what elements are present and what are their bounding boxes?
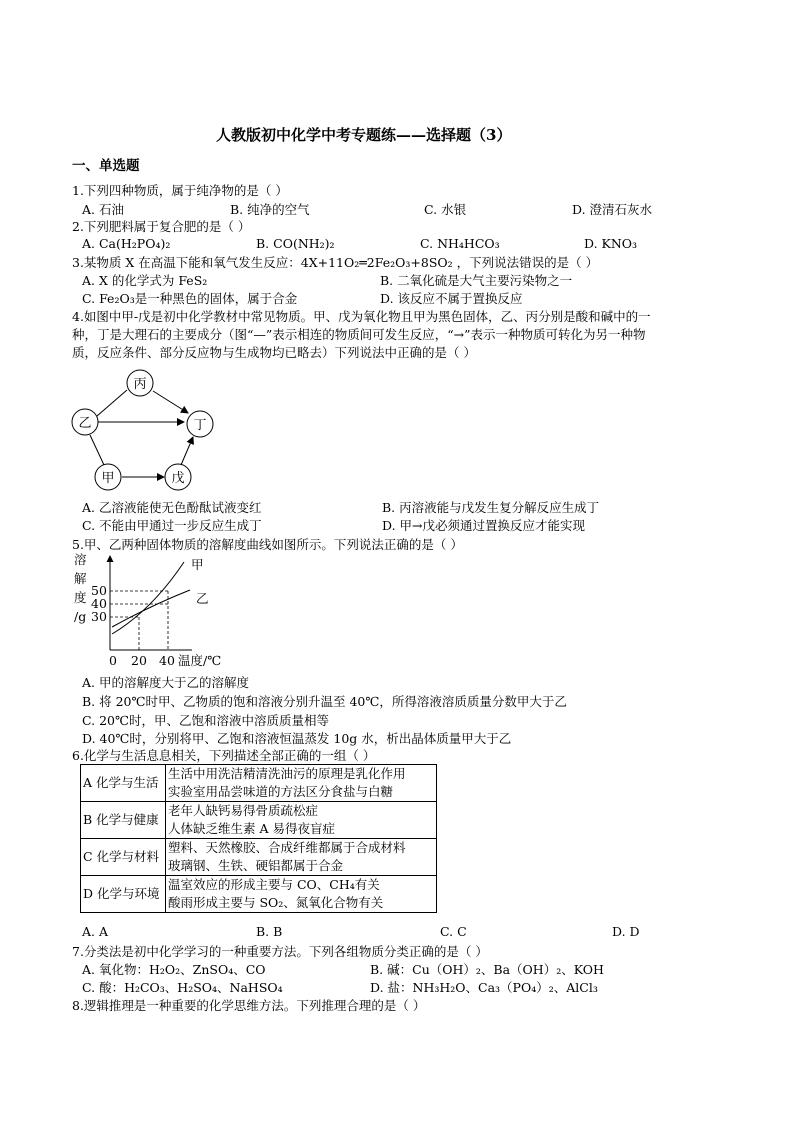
q3-stem: 3.某物质 X 在高温下能和氧气发生反应：4X+11O₂═2Fe₂O₃+8SO₂ ，下列说法错误的是（ ）: [72, 255, 599, 270]
q5-option-c: C. 20℃时，甲、乙饱和溶液中溶质质量相等: [82, 713, 329, 728]
arrow-bing-ding: [153, 391, 188, 413]
row-b-values: [166, 802, 437, 839]
row-d-key: D 化学与环境: [81, 876, 166, 913]
x-tick-0: 0: [109, 653, 117, 668]
q5-option-a: A. 甲的溶解度大于乙的溶解度: [82, 675, 249, 690]
table-row: [81, 802, 437, 839]
row-a-line1: 生活中用洗洁精清洗油污的原理是乳化作用: [168, 766, 406, 781]
q4-option-d: D. 甲→戊必须通过置换反应才能实现: [382, 518, 585, 533]
link-yi-bing: [97, 390, 127, 416]
q5-stem: 5.甲、乙两种固体物质的溶解度曲线如图所示。下列说法正确的是（ ）: [72, 537, 463, 552]
q7-option-a: A. 氧化物：H₂O₂、ZnSO₄、CO: [82, 962, 266, 977]
q2-option-a: A. Ca(H₂PO₄)₂: [82, 236, 171, 251]
row-a-key: A 化学与生活: [81, 765, 166, 802]
y-label-char-4: /g: [74, 609, 87, 624]
row-b-line2: 人体缺乏维生素 A 易得夜盲症: [168, 821, 335, 836]
page-title: 人教版初中化学中考专题练——选择题（3）: [216, 126, 512, 144]
y-tick-50: 50: [91, 583, 107, 598]
q4-stem-line3: 质，反应条件、部分反应物与生成物均已略去）下列说法中正确的是（ ）: [72, 345, 476, 360]
q5-option-d: D. 40℃时，分别将甲、乙饱和溶液恒温蒸发 10g 水，析出晶体质量甲大于乙: [82, 731, 512, 746]
x-tick-40: 40: [159, 653, 175, 668]
q4-option-c: C. 不能由甲通过一步反应生成丁: [82, 518, 262, 533]
table-row: [81, 765, 437, 802]
node-wu-label: 戊: [171, 471, 185, 486]
arrow-wu-ding: [181, 437, 193, 465]
q4-option-a: A. 乙溶液能使无色酚酞试液变红: [82, 500, 262, 515]
row-d-line2: 酸雨形成主要与 SO₂、氮氧化合物有关: [168, 895, 384, 910]
row-c-line1: 塑料、天然橡胶、合成纤维都属于合成材料: [168, 840, 406, 855]
row-c-key: C 化学与材料: [81, 839, 166, 876]
y-label-char-3: 度: [74, 590, 87, 605]
q2-stem: 2.下列肥料属于复合肥的是（ ）: [72, 219, 251, 234]
q6-option-d: D. D: [612, 924, 640, 939]
node-jia-label: 甲: [101, 471, 115, 486]
section-heading: 一、单选题: [72, 158, 140, 174]
y-tick-30: 30: [91, 609, 107, 624]
q1-option-a: A. 石油: [82, 202, 124, 217]
q3-option-a: A. X 的化学式为 FeS₂: [82, 273, 208, 288]
row-b-line1: 老年人缺钙易得骨质疏松症: [168, 803, 319, 818]
q1-stem: 1.下列四种物质，属于纯净物的是（ ）: [72, 183, 288, 198]
row-a-values: [166, 765, 437, 802]
q7-option-c: C. 酸：H₂CO₃、H₂SO₄、NaHSO₄: [82, 980, 283, 995]
q2-option-c: C. NH₄HCO₃: [420, 236, 500, 251]
y-tick-40: 40: [91, 596, 107, 611]
x-axis-label: 温度/℃: [178, 653, 222, 668]
row-c-line2: 玻璃钢、生铁、硬铝都属于合金: [168, 858, 344, 873]
q6-comparison-table: [80, 764, 437, 913]
q7-stem: 7.分类法是初中化学学习的一种重要方法。下列各组物质分类正确的是（ ）: [72, 944, 488, 959]
q6-stem: 6.化学与生活息息相关，下列描述全部正确的一组（ ）: [72, 748, 376, 763]
q6-option-c: C. C: [440, 924, 467, 939]
q1-option-b: B. 纯净的空气: [230, 202, 310, 217]
curve-jia: [112, 562, 184, 634]
q4-stem-line1: 4.如图中甲-戊是初中化学教材中常见物质。甲、戊为氧化物且甲为黑色固体，乙、丙分别是酸和碱中的一: [72, 309, 651, 324]
q2-option-d: D. KNO₃: [584, 236, 638, 251]
x-tick-20: 20: [131, 653, 147, 668]
y-label-char-1: 溶: [74, 552, 87, 567]
q3-option-b: B. 二氧化硫是大气主要污染物之一: [380, 273, 573, 288]
node-ding-label: 丁: [193, 418, 207, 433]
series-yi-label: 乙: [196, 591, 209, 606]
curve-yi: [112, 590, 190, 627]
node-bing-label: 丙: [133, 377, 147, 392]
q4-stem-line2: 种，丁是大理石的主要成分（图“—”表示相连的物质间可发生反应，“→”表示一种物质可转化为另一种物: [72, 327, 646, 342]
series-jia-label: 甲: [191, 557, 204, 572]
q5-option-b: B. 将 20℃时甲、乙物质的饱和溶液分别升温至 40℃，所得溶液溶质质量分数甲大于乙: [82, 694, 567, 709]
q6-option-b: B. B: [256, 924, 283, 939]
q5-solubility-graph: [72, 550, 242, 672]
link-yi-jia: [90, 435, 104, 465]
row-d-values: [166, 876, 437, 913]
q1-option-c: C. 水银: [424, 202, 467, 217]
q3-option-c: C. Fe₂O₃是一种黑色的固体，属于合金: [82, 291, 298, 306]
q7-option-d: D. 盐：NH₃H₂O、Ca₃（PO₄）₂、AlCl₃: [370, 980, 598, 995]
row-c-values: [166, 839, 437, 876]
q8-stem: 8.逻辑推理是一种重要的化学思维方法。下列推理合理的是（ ）: [72, 998, 426, 1013]
q6-option-a: A. A: [82, 924, 109, 939]
q4-reaction-diagram: [60, 362, 230, 498]
table-row: [81, 839, 437, 876]
node-yi-label: 乙: [78, 416, 92, 431]
row-a-line2: 实验室用品尝味道的方法区分食盐与白糖: [168, 784, 394, 799]
q1-option-d: D. 澄清石灰水: [572, 202, 653, 217]
q7-option-b: B. 碱：Cu（OH）₂、Ba（OH）₂、KOH: [370, 962, 604, 977]
q2-option-b: B. CO(NH₂)₂: [256, 236, 335, 251]
row-d-line1: 温室效应的形成主要与 CO、CH₄有关: [168, 877, 380, 892]
q4-option-b: B. 丙溶液能与戊发生复分解反应生成丁: [382, 500, 600, 515]
y-label-char-2: 解: [74, 571, 87, 586]
row-b-key: B 化学与健康: [81, 802, 166, 839]
q3-option-d: D. 该反应不属于置换反应: [380, 291, 523, 306]
table-row: [81, 876, 437, 913]
